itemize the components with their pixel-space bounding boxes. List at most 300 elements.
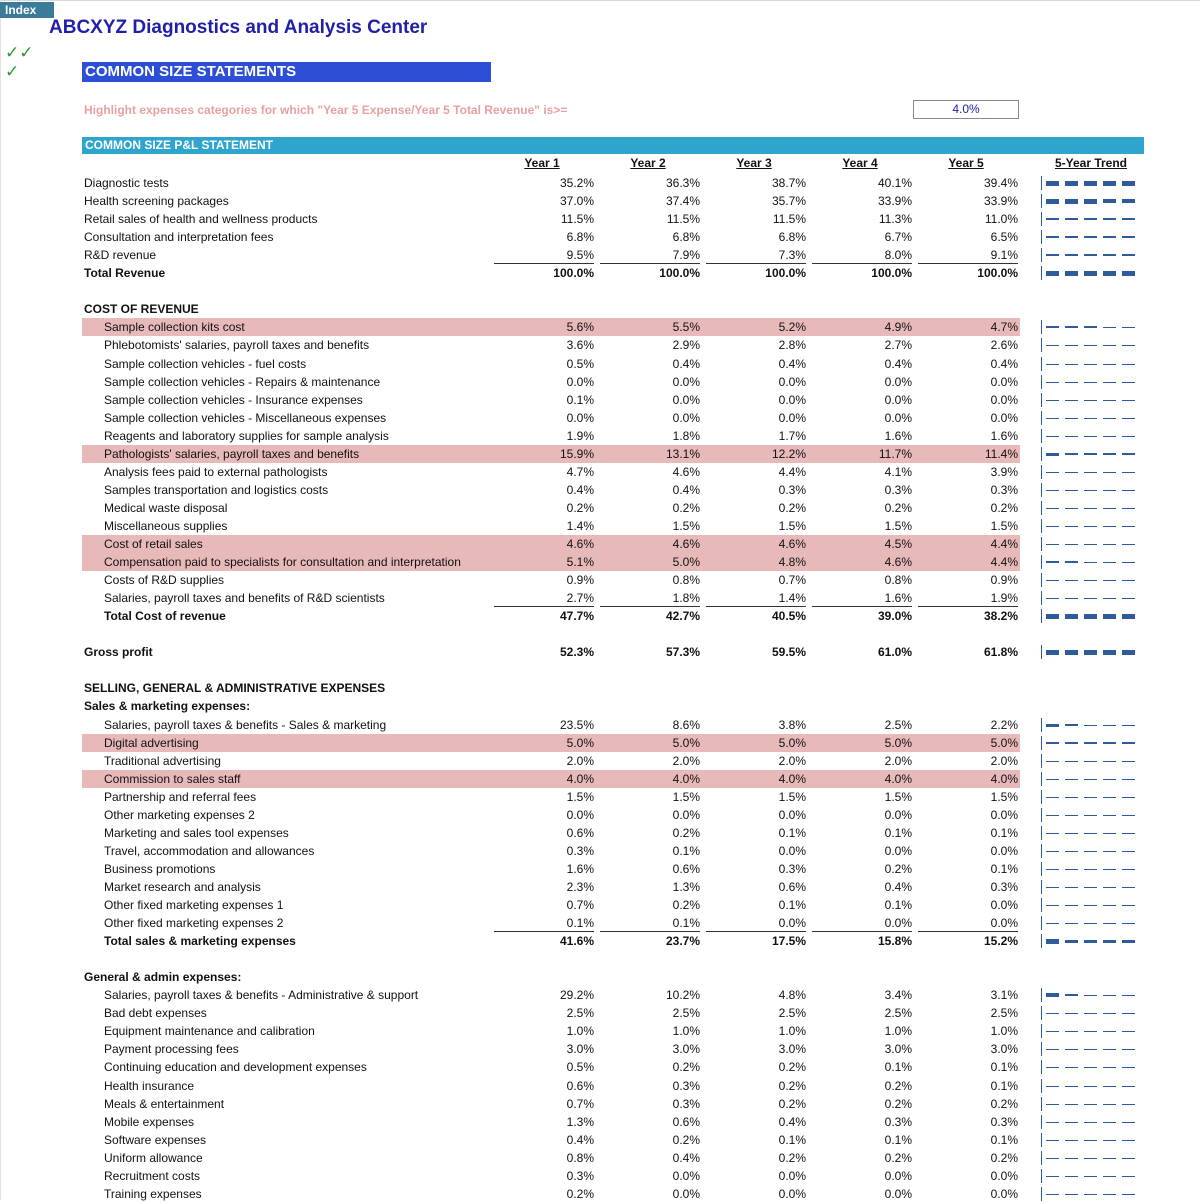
value-cell-year-4[interactable]: 0.0% <box>884 411 912 425</box>
table-row[interactable] <box>82 1167 1020 1185</box>
value-cell-year-4[interactable]: 0.0% <box>884 844 912 858</box>
table-row[interactable] <box>82 679 1020 697</box>
table-row[interactable] <box>82 1113 1020 1131</box>
value-cell-year-2[interactable]: 0.1% <box>672 844 700 858</box>
value-cell-year-1[interactable]: 47.7% <box>559 609 594 623</box>
value-cell-year-1[interactable]: 0.9% <box>566 573 594 587</box>
value-cell-year-4[interactable]: 39.0% <box>877 609 912 623</box>
value-cell-year-4[interactable]: 1.5% <box>884 790 912 804</box>
value-cell-year-5[interactable]: 2.2% <box>990 718 1018 732</box>
value-cell-year-3[interactable]: 0.0% <box>778 808 806 822</box>
value-cell-year-2[interactable]: 5.0% <box>672 736 700 750</box>
value-cell-year-2[interactable]: 0.4% <box>672 357 700 371</box>
value-cell-year-2[interactable]: 7.9% <box>600 246 700 264</box>
value-cell-year-5[interactable]: 0.0% <box>990 375 1018 389</box>
table-row[interactable] <box>82 914 1020 932</box>
value-cell-year-2[interactable]: 0.1% <box>600 914 700 932</box>
value-cell-year-5[interactable]: 11.4% <box>984 447 1018 461</box>
value-cell-year-1[interactable]: 11.5% <box>560 212 594 226</box>
value-cell-year-5[interactable]: 0.1% <box>990 862 1018 876</box>
value-cell-year-5[interactable]: 4.4% <box>990 537 1018 551</box>
value-cell-year-2[interactable]: 0.0% <box>672 411 700 425</box>
value-cell-year-2[interactable]: 23.7% <box>665 934 700 948</box>
value-cell-year-2[interactable]: 0.6% <box>672 862 700 876</box>
value-cell-year-2[interactable]: 100.0% <box>659 266 700 280</box>
table-row[interactable] <box>82 716 1020 734</box>
table-row[interactable] <box>82 589 1020 607</box>
value-cell-year-4[interactable]: 0.2% <box>884 1151 912 1165</box>
value-cell-year-1[interactable]: 6.8% <box>566 230 594 244</box>
value-cell-year-5[interactable]: 1.6% <box>990 429 1018 443</box>
value-cell-year-2[interactable]: 0.0% <box>672 1169 700 1183</box>
table-row[interactable] <box>82 1004 1020 1022</box>
table-row[interactable] <box>82 1149 1020 1167</box>
value-cell-year-1[interactable]: 37.0% <box>559 194 594 208</box>
value-cell-year-2[interactable]: 0.8% <box>672 573 700 587</box>
value-cell-year-1[interactable]: 1.6% <box>566 862 594 876</box>
value-cell-year-4[interactable]: 0.4% <box>884 880 912 894</box>
value-cell-year-4[interactable]: 1.6% <box>884 429 912 443</box>
table-row[interactable] <box>82 246 1020 264</box>
value-cell-year-1[interactable]: 2.5% <box>566 1006 594 1020</box>
value-cell-year-2[interactable]: 0.4% <box>672 483 700 497</box>
value-cell-year-4[interactable]: 0.0% <box>884 1187 912 1201</box>
table-row[interactable] <box>82 210 1020 228</box>
value-cell-year-2[interactable]: 0.6% <box>672 1115 700 1129</box>
value-cell-year-1[interactable]: 3.6% <box>566 338 594 352</box>
table-row[interactable] <box>82 391 1020 409</box>
value-cell-year-2[interactable]: 5.0% <box>672 555 700 569</box>
value-cell-year-3[interactable]: 3.0% <box>778 1042 806 1056</box>
value-cell-year-4[interactable]: 2.5% <box>884 1006 912 1020</box>
value-cell-year-3[interactable]: 0.0% <box>778 393 806 407</box>
value-cell-year-4[interactable]: 1.6% <box>812 589 912 607</box>
value-cell-year-1[interactable]: 1.3% <box>566 1115 594 1129</box>
table-row[interactable] <box>82 373 1020 391</box>
value-cell-year-2[interactable]: 37.4% <box>665 194 700 208</box>
value-cell-year-1[interactable]: 2.0% <box>566 754 594 768</box>
value-cell-year-5[interactable]: 0.3% <box>990 1115 1018 1129</box>
table-row[interactable] <box>82 463 1020 481</box>
value-cell-year-3[interactable]: 0.7% <box>778 573 806 587</box>
highlight-threshold-input[interactable]: 4.0% <box>913 100 1019 119</box>
value-cell-year-1[interactable]: 4.7% <box>566 465 594 479</box>
value-cell-year-1[interactable]: 5.0% <box>566 736 594 750</box>
value-cell-year-5[interactable]: 100.0% <box>977 266 1018 280</box>
value-cell-year-4[interactable]: 40.1% <box>877 176 912 190</box>
value-cell-year-1[interactable]: 1.4% <box>566 519 594 533</box>
value-cell-year-2[interactable]: 13.1% <box>665 447 700 461</box>
table-row[interactable] <box>82 824 1020 842</box>
value-cell-year-1[interactable]: 23.5% <box>559 718 594 732</box>
value-cell-year-5[interactable]: 0.2% <box>990 501 1018 515</box>
value-cell-year-1[interactable]: 1.0% <box>566 1024 594 1038</box>
value-cell-year-1[interactable]: 0.7% <box>566 1097 594 1111</box>
value-cell-year-1[interactable]: 29.2% <box>559 988 594 1002</box>
value-cell-year-2[interactable]: 5.5% <box>672 320 700 334</box>
value-cell-year-4[interactable]: 11.7% <box>878 447 912 461</box>
value-cell-year-2[interactable]: 4.6% <box>672 465 700 479</box>
value-cell-year-4[interactable]: 61.0% <box>877 645 912 659</box>
value-cell-year-2[interactable]: 1.5% <box>672 790 700 804</box>
value-cell-year-3[interactable]: 2.8% <box>778 338 806 352</box>
value-cell-year-1[interactable]: 41.6% <box>559 934 594 948</box>
value-cell-year-2[interactable]: 6.8% <box>672 230 700 244</box>
value-cell-year-3[interactable]: 5.0% <box>778 736 806 750</box>
value-cell-year-5[interactable]: 6.5% <box>990 230 1018 244</box>
value-cell-year-3[interactable]: 1.7% <box>778 429 806 443</box>
value-cell-year-5[interactable]: 2.6% <box>990 338 1018 352</box>
value-cell-year-3[interactable]: 0.2% <box>778 1060 806 1074</box>
value-cell-year-1[interactable]: 0.3% <box>566 844 594 858</box>
value-cell-year-5[interactable]: 61.8% <box>983 645 1018 659</box>
table-row[interactable] <box>82 192 1020 210</box>
value-cell-year-5[interactable]: 3.1% <box>990 988 1018 1002</box>
value-cell-year-4[interactable]: 4.5% <box>884 537 912 551</box>
value-cell-year-5[interactable]: 1.5% <box>990 519 1018 533</box>
table-row[interactable] <box>82 264 1020 282</box>
value-cell-year-2[interactable]: 57.3% <box>665 645 700 659</box>
value-cell-year-1[interactable]: 100.0% <box>553 266 594 280</box>
value-cell-year-3[interactable]: 0.0% <box>706 914 806 932</box>
value-cell-year-5[interactable]: 0.1% <box>990 1079 1018 1093</box>
value-cell-year-4[interactable]: 8.0% <box>812 246 912 264</box>
value-cell-year-1[interactable]: 0.5% <box>566 1060 594 1074</box>
value-cell-year-1[interactable]: 0.0% <box>566 375 594 389</box>
table-row[interactable] <box>82 697 1020 715</box>
value-cell-year-3[interactable]: 7.3% <box>706 246 806 264</box>
value-cell-year-5[interactable]: 0.2% <box>990 1151 1018 1165</box>
table-row[interactable] <box>82 860 1020 878</box>
table-row[interactable] <box>82 1022 1020 1040</box>
table-row[interactable] <box>82 355 1020 373</box>
value-cell-year-3[interactable]: 0.0% <box>778 1169 806 1183</box>
value-cell-year-3[interactable]: 4.0% <box>778 772 806 786</box>
value-cell-year-3[interactable]: 0.4% <box>778 1115 806 1129</box>
value-cell-year-5[interactable]: 0.1% <box>990 1060 1018 1074</box>
table-row[interactable] <box>82 300 1020 318</box>
value-cell-year-5[interactable]: 0.1% <box>990 826 1018 840</box>
value-cell-year-4[interactable]: 3.0% <box>884 1042 912 1056</box>
value-cell-year-2[interactable]: 0.2% <box>672 1133 700 1147</box>
value-cell-year-4[interactable]: 0.3% <box>884 483 912 497</box>
value-cell-year-1[interactable]: 2.3% <box>566 880 594 894</box>
value-cell-year-3[interactable]: 0.4% <box>778 357 806 371</box>
value-cell-year-3[interactable]: 1.5% <box>778 790 806 804</box>
value-cell-year-3[interactable]: 0.0% <box>778 411 806 425</box>
value-cell-year-2[interactable]: 0.2% <box>672 826 700 840</box>
value-cell-year-5[interactable]: 3.0% <box>990 1042 1018 1056</box>
value-cell-year-4[interactable]: 0.2% <box>884 1079 912 1093</box>
value-cell-year-4[interactable]: 0.4% <box>884 357 912 371</box>
value-cell-year-2[interactable]: 1.3% <box>672 880 700 894</box>
table-row[interactable] <box>82 445 1020 463</box>
value-cell-year-5[interactable]: 0.0% <box>990 808 1018 822</box>
value-cell-year-1[interactable]: 5.6% <box>566 320 594 334</box>
value-cell-year-2[interactable]: 0.4% <box>672 1151 700 1165</box>
value-cell-year-4[interactable]: 1.5% <box>884 519 912 533</box>
value-cell-year-2[interactable]: 1.8% <box>600 589 700 607</box>
value-cell-year-3[interactable]: 0.1% <box>778 1133 806 1147</box>
value-cell-year-2[interactable]: 2.9% <box>672 338 700 352</box>
table-row[interactable] <box>82 409 1020 427</box>
value-cell-year-5[interactable]: 33.9% <box>983 194 1018 208</box>
value-cell-year-4[interactable]: 2.5% <box>884 718 912 732</box>
value-cell-year-3[interactable]: 0.6% <box>778 880 806 894</box>
table-row[interactable] <box>82 228 1020 246</box>
table-row[interactable] <box>82 1131 1020 1149</box>
value-cell-year-3[interactable]: 4.4% <box>778 465 806 479</box>
value-cell-year-5[interactable]: 9.1% <box>918 246 1018 264</box>
value-cell-year-4[interactable]: 5.0% <box>884 736 912 750</box>
value-cell-year-2[interactable]: 2.0% <box>672 754 700 768</box>
value-cell-year-4[interactable]: 0.0% <box>884 808 912 822</box>
value-cell-year-2[interactable]: 11.5% <box>666 212 700 226</box>
value-cell-year-3[interactable]: 17.5% <box>771 934 806 948</box>
value-cell-year-4[interactable]: 4.9% <box>884 320 912 334</box>
value-cell-year-3[interactable]: 0.0% <box>778 1187 806 1201</box>
value-cell-year-5[interactable]: 1.5% <box>990 790 1018 804</box>
value-cell-year-3[interactable]: 0.2% <box>778 1079 806 1093</box>
value-cell-year-4[interactable]: 15.8% <box>877 934 912 948</box>
value-cell-year-4[interactable]: 0.1% <box>884 1133 912 1147</box>
value-cell-year-1[interactable]: 35.2% <box>559 176 594 190</box>
value-cell-year-4[interactable]: 0.0% <box>812 914 912 932</box>
value-cell-year-3[interactable]: 0.0% <box>778 375 806 389</box>
value-cell-year-4[interactable]: 0.1% <box>884 898 912 912</box>
value-cell-year-2[interactable]: 0.0% <box>672 375 700 389</box>
value-cell-year-1[interactable]: 0.5% <box>566 357 594 371</box>
value-cell-year-4[interactable]: 0.2% <box>884 501 912 515</box>
value-cell-year-4[interactable]: 4.1% <box>884 465 912 479</box>
value-cell-year-5[interactable]: 4.4% <box>990 555 1018 569</box>
value-cell-year-5[interactable]: 0.0% <box>990 844 1018 858</box>
value-cell-year-4[interactable]: 0.0% <box>884 375 912 389</box>
value-cell-year-4[interactable]: 0.8% <box>884 573 912 587</box>
value-cell-year-3[interactable]: 0.2% <box>778 1097 806 1111</box>
value-cell-year-4[interactable]: 33.9% <box>877 194 912 208</box>
value-cell-year-3[interactable]: 40.5% <box>771 609 806 623</box>
value-cell-year-5[interactable]: 2.0% <box>990 754 1018 768</box>
value-cell-year-2[interactable]: 0.0% <box>672 1187 700 1201</box>
table-row[interactable] <box>82 427 1020 445</box>
table-row[interactable] <box>82 842 1020 860</box>
value-cell-year-5[interactable]: 5.0% <box>990 736 1018 750</box>
value-cell-year-2[interactable]: 1.8% <box>672 429 700 443</box>
value-cell-year-5[interactable]: 15.2% <box>983 934 1018 948</box>
value-cell-year-5[interactable]: 2.5% <box>990 1006 1018 1020</box>
value-cell-year-4[interactable]: 100.0% <box>871 266 912 280</box>
value-cell-year-5[interactable]: 1.9% <box>918 589 1018 607</box>
table-row[interactable] <box>82 1185 1020 1203</box>
value-cell-year-1[interactable]: 0.2% <box>566 501 594 515</box>
value-cell-year-3[interactable]: 0.2% <box>778 501 806 515</box>
value-cell-year-5[interactable]: 0.9% <box>990 573 1018 587</box>
value-cell-year-4[interactable]: 1.0% <box>884 1024 912 1038</box>
value-cell-year-2[interactable]: 1.5% <box>672 519 700 533</box>
table-row[interactable] <box>82 517 1020 535</box>
table-row[interactable] <box>82 788 1020 806</box>
value-cell-year-1[interactable]: 0.6% <box>566 826 594 840</box>
value-cell-year-3[interactable]: 0.2% <box>778 1151 806 1165</box>
value-cell-year-2[interactable]: 0.0% <box>672 808 700 822</box>
value-cell-year-1[interactable]: 0.1% <box>566 393 594 407</box>
value-cell-year-5[interactable]: 1.0% <box>990 1024 1018 1038</box>
value-cell-year-5[interactable]: 0.1% <box>990 1133 1018 1147</box>
value-cell-year-1[interactable]: 0.8% <box>566 1151 594 1165</box>
value-cell-year-3[interactable]: 2.0% <box>778 754 806 768</box>
table-row[interactable] <box>82 770 1020 788</box>
value-cell-year-5[interactable]: 0.0% <box>990 411 1018 425</box>
value-cell-year-3[interactable]: 0.0% <box>778 844 806 858</box>
value-cell-year-5[interactable]: 0.2% <box>990 1097 1018 1111</box>
value-cell-year-4[interactable]: 6.7% <box>884 230 912 244</box>
value-cell-year-3[interactable]: 3.8% <box>778 718 806 732</box>
value-cell-year-1[interactable]: 0.1% <box>494 914 594 932</box>
value-cell-year-5[interactable]: 3.9% <box>990 465 1018 479</box>
table-row[interactable] <box>82 878 1020 896</box>
value-cell-year-4[interactable]: 11.3% <box>878 212 912 226</box>
table-row[interactable] <box>82 752 1020 770</box>
table-row[interactable] <box>82 336 1020 354</box>
table-row[interactable] <box>82 806 1020 824</box>
index-tab-button[interactable]: Index <box>0 2 54 18</box>
value-cell-year-3[interactable]: 1.5% <box>778 519 806 533</box>
value-cell-year-4[interactable]: 0.2% <box>884 862 912 876</box>
table-row[interactable] <box>82 968 1020 986</box>
value-cell-year-4[interactable]: 2.7% <box>884 338 912 352</box>
value-cell-year-3[interactable]: 4.6% <box>778 537 806 551</box>
table-row[interactable] <box>82 986 1020 1004</box>
value-cell-year-1[interactable]: 5.1% <box>566 555 594 569</box>
value-cell-year-5[interactable]: 0.3% <box>990 483 1018 497</box>
table-row[interactable] <box>82 499 1020 517</box>
table-row[interactable] <box>82 553 1020 571</box>
value-cell-year-5[interactable]: 0.0% <box>990 1169 1018 1183</box>
value-cell-year-5[interactable]: 0.0% <box>990 898 1018 912</box>
value-cell-year-1[interactable]: 0.0% <box>566 808 594 822</box>
value-cell-year-1[interactable]: 0.0% <box>566 411 594 425</box>
value-cell-year-2[interactable]: 36.3% <box>665 176 700 190</box>
table-row[interactable] <box>82 535 1020 553</box>
value-cell-year-3[interactable]: 1.4% <box>706 589 806 607</box>
table-row[interactable] <box>82 932 1020 950</box>
table-row[interactable] <box>82 643 1020 661</box>
table-row[interactable] <box>82 174 1020 192</box>
value-cell-year-3[interactable]: 11.5% <box>772 212 806 226</box>
value-cell-year-3[interactable]: 4.8% <box>778 555 806 569</box>
value-cell-year-4[interactable]: 0.0% <box>884 1169 912 1183</box>
value-cell-year-3[interactable]: 6.8% <box>778 230 806 244</box>
value-cell-year-1[interactable]: 0.2% <box>566 1187 594 1201</box>
value-cell-year-2[interactable]: 4.0% <box>672 772 700 786</box>
value-cell-year-2[interactable]: 0.3% <box>672 1097 700 1111</box>
value-cell-year-3[interactable]: 0.1% <box>778 898 806 912</box>
value-cell-year-2[interactable]: 0.2% <box>672 1060 700 1074</box>
table-row[interactable] <box>82 734 1020 752</box>
value-cell-year-3[interactable]: 12.2% <box>771 447 806 461</box>
value-cell-year-3[interactable]: 0.1% <box>778 826 806 840</box>
value-cell-year-1[interactable]: 0.6% <box>566 1079 594 1093</box>
value-cell-year-3[interactable]: 0.3% <box>778 483 806 497</box>
value-cell-year-5[interactable]: 0.4% <box>990 357 1018 371</box>
value-cell-year-4[interactable]: 2.0% <box>884 754 912 768</box>
value-cell-year-4[interactable]: 3.4% <box>884 988 912 1002</box>
value-cell-year-1[interactable]: 9.5% <box>494 246 594 264</box>
value-cell-year-5[interactable]: 4.0% <box>990 772 1018 786</box>
value-cell-year-5[interactable]: 0.3% <box>990 880 1018 894</box>
value-cell-year-3[interactable]: 5.2% <box>778 320 806 334</box>
value-cell-year-1[interactable]: 0.7% <box>566 898 594 912</box>
value-cell-year-2[interactable]: 4.6% <box>672 537 700 551</box>
value-cell-year-1[interactable]: 3.0% <box>566 1042 594 1056</box>
value-cell-year-5[interactable]: 38.2% <box>983 609 1018 623</box>
value-cell-year-2[interactable]: 3.0% <box>672 1042 700 1056</box>
value-cell-year-4[interactable]: 4.6% <box>884 555 912 569</box>
table-row[interactable] <box>82 896 1020 914</box>
value-cell-year-3[interactable]: 59.5% <box>771 645 806 659</box>
table-row[interactable] <box>82 1058 1020 1076</box>
value-cell-year-2[interactable]: 42.7% <box>665 609 700 623</box>
table-row[interactable] <box>82 481 1020 499</box>
value-cell-year-1[interactable]: 0.3% <box>566 1169 594 1183</box>
table-row[interactable] <box>82 1077 1020 1095</box>
table-row[interactable] <box>82 318 1020 336</box>
value-cell-year-1[interactable]: 1.9% <box>566 429 594 443</box>
value-cell-year-1[interactable]: 1.5% <box>566 790 594 804</box>
value-cell-year-3[interactable]: 0.3% <box>778 862 806 876</box>
value-cell-year-4[interactable]: 0.3% <box>884 1115 912 1129</box>
value-cell-year-5[interactable]: 0.0% <box>918 914 1018 932</box>
value-cell-year-4[interactable]: 0.1% <box>884 1060 912 1074</box>
value-cell-year-2[interactable]: 0.3% <box>672 1079 700 1093</box>
value-cell-year-3[interactable]: 35.7% <box>771 194 806 208</box>
value-cell-year-1[interactable]: 15.9% <box>559 447 594 461</box>
table-row[interactable] <box>82 607 1020 625</box>
value-cell-year-2[interactable]: 1.0% <box>672 1024 700 1038</box>
value-cell-year-5[interactable]: 11.0% <box>984 212 1018 226</box>
value-cell-year-1[interactable]: 0.4% <box>566 1133 594 1147</box>
value-cell-year-4[interactable]: 0.1% <box>884 826 912 840</box>
value-cell-year-3[interactable]: 100.0% <box>765 266 806 280</box>
value-cell-year-5[interactable]: 0.0% <box>990 1187 1018 1201</box>
value-cell-year-2[interactable]: 2.5% <box>672 1006 700 1020</box>
value-cell-year-5[interactable]: 39.4% <box>983 176 1018 190</box>
value-cell-year-2[interactable]: 8.6% <box>672 718 700 732</box>
table-row[interactable] <box>82 1095 1020 1113</box>
value-cell-year-2[interactable]: 10.2% <box>665 988 700 1002</box>
value-cell-year-3[interactable]: 2.5% <box>778 1006 806 1020</box>
value-cell-year-1[interactable]: 4.6% <box>566 537 594 551</box>
value-cell-year-4[interactable]: 0.0% <box>884 393 912 407</box>
value-cell-year-3[interactable]: 38.7% <box>771 176 806 190</box>
value-cell-year-1[interactable]: 0.4% <box>566 483 594 497</box>
value-cell-year-3[interactable]: 1.0% <box>778 1024 806 1038</box>
value-cell-year-1[interactable]: 52.3% <box>559 645 594 659</box>
table-row[interactable] <box>82 571 1020 589</box>
value-cell-year-2[interactable]: 0.2% <box>672 501 700 515</box>
value-cell-year-4[interactable]: 0.2% <box>884 1097 912 1111</box>
value-cell-year-2[interactable]: 0.0% <box>672 393 700 407</box>
table-row[interactable] <box>82 1040 1020 1058</box>
value-cell-year-1[interactable]: 4.0% <box>566 772 594 786</box>
value-cell-year-1[interactable]: 2.7% <box>494 589 594 607</box>
value-cell-year-4[interactable]: 4.0% <box>884 772 912 786</box>
value-cell-year-3[interactable]: 4.8% <box>778 988 806 1002</box>
value-cell-year-2[interactable]: 0.2% <box>672 898 700 912</box>
value-cell-year-5[interactable]: 0.0% <box>990 393 1018 407</box>
value-cell-year-5[interactable]: 4.7% <box>990 320 1018 334</box>
